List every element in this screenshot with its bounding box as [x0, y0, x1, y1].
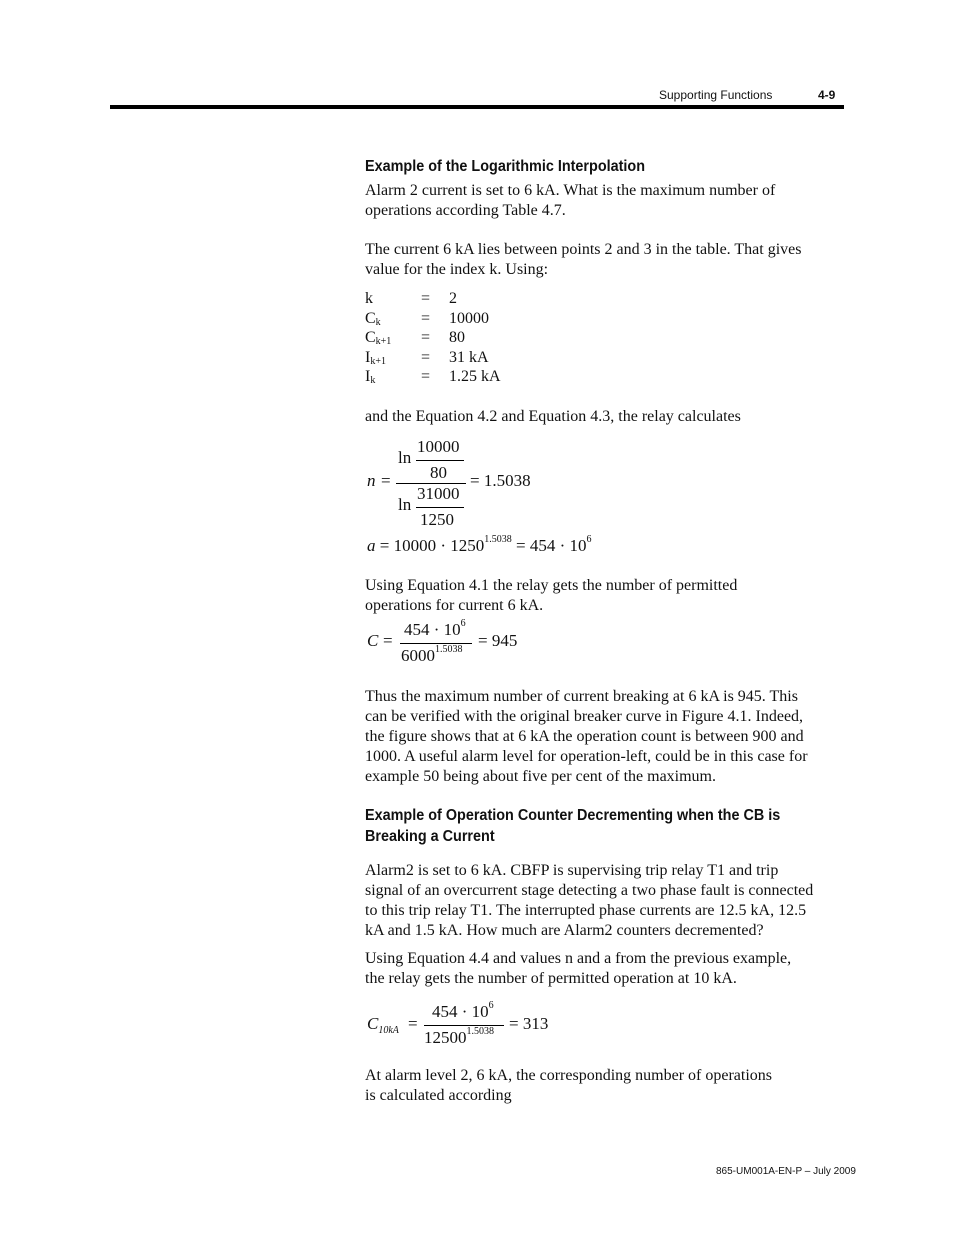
- variable-symbol: C: [365, 329, 376, 347]
- variable-subscript: k: [370, 375, 376, 387]
- text-line: At alarm level 2, 6 kA, the corresponding number of operations: [365, 1067, 772, 1084]
- exponent: 6: [488, 1000, 494, 1011]
- text-line: Using Equation 4.4 and values n and a from the previous example,: [365, 950, 792, 967]
- exponent: 6: [460, 618, 466, 629]
- paragraph-equations-ref: and the Equation 4.2 and Equation 4.3, the relay calculates: [365, 408, 741, 425]
- exponent: 6: [586, 534, 592, 545]
- running-header-title: Supporting Functions: [659, 88, 773, 102]
- paragraph-alarm2: [365, 861, 845, 941]
- variable-symbol: I: [365, 368, 371, 386]
- text-line: 1000. A useful alarm level for operation-left, could be in this case for: [365, 748, 808, 765]
- heading-operation-counter: [365, 805, 833, 847]
- text-line: value for the index k. Using:: [365, 261, 549, 278]
- fraction-numerator: 31000: [417, 484, 460, 503]
- equals-sign: =: [408, 1014, 418, 1033]
- equals-sign: =: [421, 290, 431, 307]
- variable-subscript: k+1: [375, 336, 392, 348]
- text-line: signal of an overcurrent stage detecting a two phase fault is connected: [365, 882, 814, 899]
- text-line: kA and 1.5 kA. How much are Alarm2 counters decremented?: [365, 922, 764, 939]
- variable-subscript: k: [375, 316, 381, 328]
- lhs-symbol: C: [367, 1014, 379, 1033]
- equation-lhs: [367, 1014, 399, 1034]
- numerator-value: 454 · 10: [432, 1002, 489, 1021]
- numerator-value: 454 · 10: [404, 620, 461, 639]
- equation-body: = 10000 · 1250: [379, 536, 485, 555]
- variable-value: 10000: [449, 309, 489, 327]
- paragraph-intro: [365, 181, 845, 221]
- text-line: Alarm 2 current is set to 6 kA. What is the maximum number of: [365, 182, 776, 199]
- paragraph-alarm-level: [365, 1066, 845, 1106]
- equation-result: = 1.5038: [470, 471, 531, 490]
- variable-value: 31 kA: [449, 348, 489, 366]
- ln-operator: ln: [398, 448, 412, 467]
- text-line: Alarm2 is set to 6 kA. CBFP is supervising trip relay T1 and trip: [365, 862, 779, 879]
- text-line: the relay gets the number of permitted operation at 10 kA.: [365, 970, 737, 987]
- heading-line: Breaking a Current: [365, 828, 495, 845]
- exponent: 1.5038: [484, 534, 512, 545]
- ln-operator: ln: [398, 495, 412, 514]
- lhs-subscript: 10kA: [378, 1025, 399, 1036]
- equation-result: = 454 · 10: [516, 536, 587, 555]
- equals-sign: =: [421, 368, 431, 386]
- variable-subscript: k+1: [370, 355, 386, 367]
- equals-sign: =: [421, 348, 431, 366]
- variable-symbol: I: [365, 348, 371, 366]
- fraction-denominator: [424, 1028, 494, 1048]
- text-line: is calculated according: [365, 1087, 512, 1104]
- equation-result: = 313: [509, 1014, 549, 1033]
- variable-value: 80: [449, 329, 465, 347]
- text-line: the figure shows that at 6 kA the operation count is between 900 and: [365, 728, 804, 745]
- equation-lhs: C: [367, 631, 379, 650]
- text-line: to this trip relay T1. The interrupted phase currents are 12.5 kA, 12.5: [365, 902, 807, 919]
- page-number: 4-9: [818, 88, 836, 102]
- text-line: operations according Table 4.7.: [365, 202, 566, 219]
- denominator-value: 6000: [401, 646, 435, 665]
- header-rule: [110, 105, 844, 109]
- heading-line: Example of Operation Counter Decrementing when the CB is: [365, 807, 781, 824]
- paragraph-index: [365, 240, 845, 280]
- fraction-bar: [416, 460, 464, 461]
- fraction-denominator: [401, 646, 463, 666]
- page-footer: 865-UM001A-EN-P – July 2009: [716, 1166, 856, 1177]
- exponent: 1.5038: [435, 644, 463, 655]
- paragraph-permitted-ops: [365, 576, 845, 616]
- equals-sign: =: [383, 631, 393, 650]
- paragraph-equation-4-4: [365, 949, 845, 989]
- fraction-numerator: 10000: [417, 437, 460, 456]
- text-line: Using Equation 4.1 the relay gets the number of permitted: [365, 577, 738, 594]
- equation-lhs: n: [367, 471, 376, 490]
- equals-sign: =: [421, 329, 431, 347]
- equals-sign: =: [381, 471, 391, 490]
- text-line: example 50 being about five per cent of the maximum.: [365, 768, 716, 785]
- text-line: The current 6 kA lies between points 2 and 3 in the table. That gives: [365, 241, 802, 258]
- fraction-numerator: [404, 620, 466, 640]
- equation-result: = 945: [478, 631, 518, 650]
- equation-lhs: a: [367, 536, 376, 555]
- variable-value: 2: [449, 290, 457, 307]
- fraction-numerator: [432, 1002, 494, 1022]
- equals-sign: =: [421, 309, 431, 327]
- fraction-denominator: 1250: [420, 510, 454, 529]
- text-line: can be verified with the original breaker curve in Figure 4.1. Indeed,: [365, 708, 804, 725]
- heading-logarithmic-interpolation: Example of the Logarithmic Interpolation: [365, 158, 646, 175]
- variable-symbol: C: [365, 309, 376, 327]
- paragraph-verification: [365, 687, 845, 787]
- variable-symbol: k: [365, 290, 373, 307]
- equation-a: [367, 536, 592, 556]
- denominator-value: 12500: [424, 1028, 467, 1047]
- variable-value: 1.25 kA: [449, 368, 501, 386]
- fraction-bar: [416, 507, 464, 508]
- text-line: operations for current 6 kA.: [365, 597, 544, 614]
- fraction-denominator: 80: [430, 463, 447, 482]
- text-line: Thus the maximum number of current breaking at 6 kA is 945. This: [365, 688, 798, 705]
- exponent: 1.5038: [466, 1026, 494, 1037]
